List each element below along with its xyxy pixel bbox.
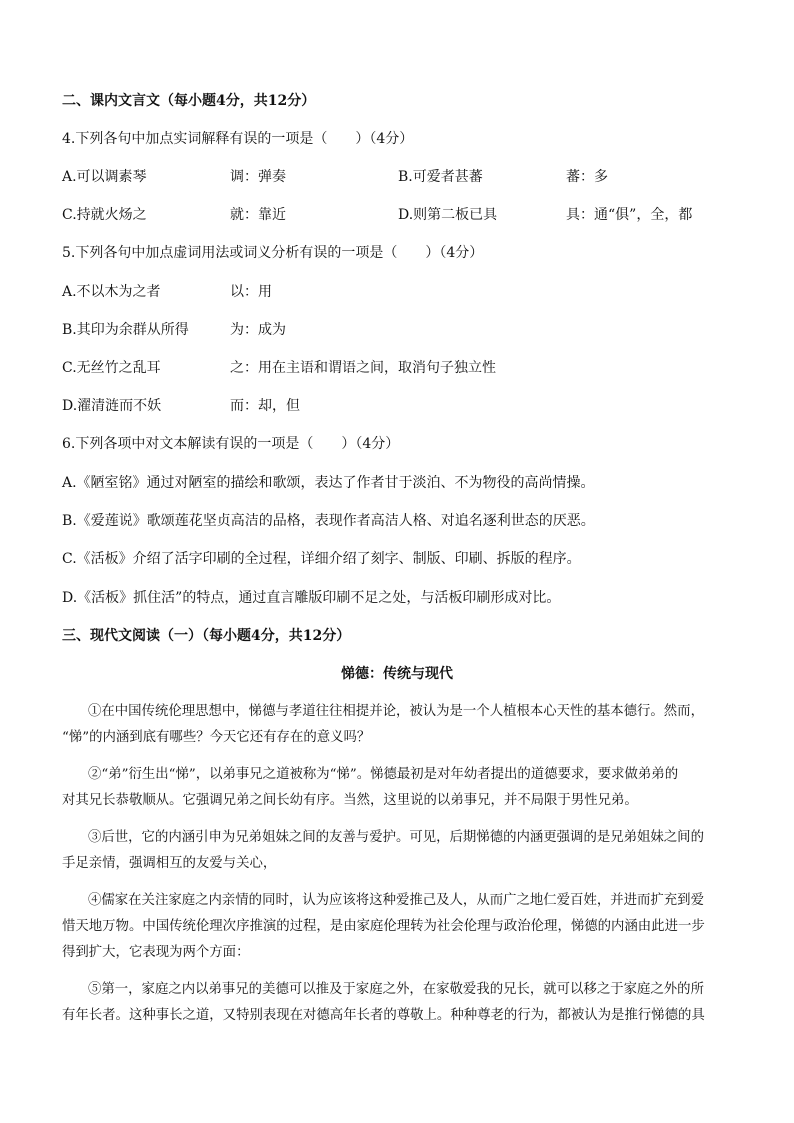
paragraph-2-line-1: ②“弟”衍生出“悌”，以弟事兄之道被称为“悌”。悌德最初是对年幼者提出的道德要求，要求做弟弟的	[88, 767, 679, 782]
q4-option-a-gloss: 调：弹奏	[230, 169, 286, 185]
paragraph-3-line-1: ③后世，它的内涵引申为兄弟姐妹之间的友善与爱护。可见，后期悌德的内涵更强调的是兄弟姐妹之间的	[88, 830, 704, 845]
paragraph-1-line-2: “悌”的内涵到底有哪些？今天它还有存在的意义吗？	[62, 730, 371, 745]
q5-stem: 5.下列各句中加点虚词用法或词义分析有误的一项是（ ）（4分）	[62, 245, 484, 261]
article-paragraph-3	[62, 825, 730, 877]
q4-stem: 4.下列各句中加点实词解释有误的一项是（ ）（4分）	[62, 131, 414, 147]
paragraph-5-line-2: 有年长者。这种事长之道，又特别表现在对德高年长者的尊敬上。种种尊老的行为，都被认为是推行悌德的具	[62, 1008, 705, 1023]
q4-option-b: B.可爱者甚蕃	[398, 169, 483, 185]
q6-option-c: C.《活板》介绍了活字印刷的全过程，详细介绍了刻字、制版、印刷、拆版的程序。	[62, 551, 581, 567]
q5-option-b: B.其印为余群从所得	[62, 322, 189, 338]
article-paragraph-4	[62, 888, 730, 966]
article-title: 悌德：传统与现代	[341, 666, 453, 682]
q4-option-b-gloss: 蕃：多	[566, 169, 608, 185]
article-paragraph-5	[62, 977, 730, 1029]
section3-heading: 三、现代文阅读（一）（每小题4分，共12分）	[62, 628, 351, 644]
paragraph-4-line-2: 惜天地万物。中国传统伦理次序推演的过程，是由家庭伦理转为社会伦理与政治伦理，悌德的内涵由此进一步	[62, 919, 705, 934]
paragraph-4-line-1: ④儒家在关注家庭之内亲情的同时，认为应该将这种爱推己及人，从而广之地仁爱百姓，并进而扩充到爱	[88, 893, 704, 908]
q6-option-a: A.《陋室铭》通过对陋室的描绘和歌颂，表达了作者甘于淡泊、不为物役的高尚情操。	[62, 475, 595, 491]
q5-option-b-gloss: 为：成为	[230, 322, 286, 338]
q4-option-a: A.可以调素琴	[62, 169, 147, 185]
q5-option-c-gloss: 之：用在主语和谓语之间，取消句子独立性	[230, 360, 496, 376]
paragraph-4-line-3: 得到扩大，它表现为两个方面：	[62, 945, 250, 960]
q5-option-a: A.不以木为之者	[62, 284, 161, 300]
paragraph-3-line-2: 手足亲情，强调相互的友爱与关心，	[62, 856, 277, 871]
q5-option-c: C.无丝竹之乱耳	[62, 360, 161, 376]
section2-heading: 二、课内文言文（每小题4分，共12分）	[62, 93, 316, 109]
q5-option-d: D.濯清涟而不妖	[62, 398, 162, 414]
q4-option-d: D.则第二板已具	[398, 207, 498, 223]
q5-option-d-gloss: 而：却，但	[230, 398, 300, 414]
q4-option-d-gloss: 具：通“俱”，全，都	[566, 207, 693, 223]
paragraph-2-line-2: 对其兄长恭敬顺从。它强调兄弟之间长幼有序。当然，这里说的以弟事兄，并不局限于男性兄弟。	[62, 793, 638, 808]
article-paragraph-2	[62, 762, 730, 814]
article-paragraph-1	[62, 699, 730, 751]
paragraph-1-line-1: ①在中国传统伦理思想中，悌德与孝道往往相提并论，被认为是一个人植根本心天性的基本德行。然而，	[88, 704, 704, 719]
q6-option-b: B.《爱莲说》歌颂莲花坚贞高洁的品格，表现作者高洁人格、对追名逐利世态的厌恶。	[62, 513, 595, 529]
q6-option-d: D.《活板》抓住活”的特点，通过直言雕版印刷不足之处，与活板印刷形成对比。	[62, 590, 561, 606]
q6-stem: 6.下列各项中对文本解读有误的一项是（ ）（4分）	[62, 436, 400, 452]
q4-option-c: C.持就火炀之	[62, 207, 147, 223]
q5-option-a-gloss: 以：用	[230, 284, 272, 300]
paragraph-5-line-1: ⑤第一，家庭之内以弟事兄的美德可以推及于家庭之外，在家敬爱我的兄长，就可以移之于家庭之外的所	[88, 982, 704, 997]
q4-option-c-gloss: 就：靠近	[230, 207, 286, 223]
